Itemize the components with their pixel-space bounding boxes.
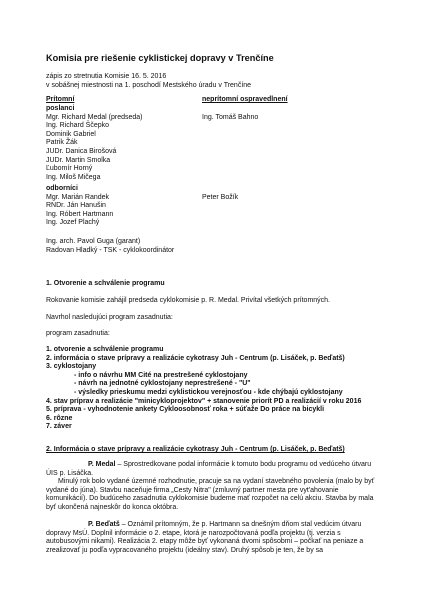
group-label: poslanci bbox=[46, 105, 75, 112]
program-item: 6. rôzne bbox=[46, 414, 73, 422]
member: JUDr. Martin Smolka bbox=[46, 156, 111, 164]
present-header: Prítomní bbox=[46, 96, 75, 103]
program-subitem: - info o návrhu MM Cité na prestrešené cyklostojany bbox=[74, 371, 248, 379]
member: Patrik Žák bbox=[46, 139, 78, 147]
absent-member: Ing. Tomáš Bahno bbox=[202, 114, 259, 121]
meeting-location-line: v sobášnej miestnosti na 1. poschodí Mestského úradu v Trenčíne bbox=[46, 81, 252, 89]
section1-paragraph: Navrhol nasledujúci program zasadnutia: bbox=[46, 314, 173, 321]
program-subitem: - návrh na jednotné cyklostojany neprestrešené - "U" bbox=[74, 380, 251, 388]
attendance-group-odbornici bbox=[46, 185, 113, 228]
section1-heading: 1. Otvorenie a schválenie programu bbox=[46, 280, 165, 287]
member: Mgr. Richard Medal (predseda) bbox=[46, 113, 143, 121]
member: Mgr. Marián Randek bbox=[46, 193, 110, 201]
member: Dominik Gabriel bbox=[46, 130, 96, 138]
attendance-group-poslanci bbox=[46, 105, 143, 182]
program-item: 1. otvorenie a schválenie programu bbox=[46, 346, 164, 353]
guest: Ing. arch. Pavol Guga (garant) bbox=[46, 238, 141, 245]
guest: Radovan Hladký - TSK - cyklokoordinátor bbox=[46, 246, 175, 254]
member: Ing. Richard Ščepko bbox=[46, 122, 110, 130]
program-item: 4. stav príprav a realizácie "minicykloprojektov" + stanovenie priorít PD a realizácií v roku 2016 bbox=[46, 397, 362, 405]
member: RNDr. Ján Hanušin bbox=[46, 202, 106, 210]
member: Ing. Róbert Hartmann bbox=[46, 210, 114, 218]
document-title: Komisia pre riešenie cyklistickej dopravy v Trenčíne bbox=[46, 53, 274, 63]
speaker-name: P. Beďatš bbox=[88, 521, 120, 528]
program-list bbox=[46, 346, 361, 432]
section2-paragraph-bedats bbox=[46, 521, 378, 555]
member: Ing. Jozef Plachý bbox=[46, 219, 100, 227]
program-subitem: - výsledky prieskumu medzi cyklistickou verejnosťou - kde chýbajú cyklostojany bbox=[74, 388, 343, 396]
section1-paragraph: program zasadnutia: bbox=[46, 330, 110, 337]
program-item: 5. príprava - vyhodnotenie ankety Cykloosobnosť roka + súťaže Do práce na bicykli bbox=[46, 406, 325, 414]
meeting-date-line: zápis zo stretnutia Komisie 16. 5. 2016 bbox=[46, 73, 167, 80]
member: Ing. Miloš Mičega bbox=[46, 173, 101, 181]
absent-member: Peter Božík bbox=[202, 194, 239, 201]
speaker-name: P. Medal bbox=[88, 461, 116, 468]
section2-paragraph-medal bbox=[46, 461, 378, 478]
program-item: 7. záver bbox=[46, 423, 72, 431]
member: JUDr. Danica Birošová bbox=[46, 147, 117, 155]
absent-header: neprítomní ospravedlnení bbox=[202, 96, 288, 103]
paragraph-text: – Oznámil prítomným, že p. Hartmann sa dnešným dňom stal vedúcim útvaru dopravy MsÚ. Doplnil informácie o 2. etape, ktorá je narozpočtovaná podľa projektu (tj. verzia s autobusovými nikami). Realizácia 2. etapy môže byť vykonaná dvomi spôsobmi – počkať na peniaze a zrealizovať ju podľa vypracovaného projektu (ideálny stav). Druhý spôsob je ten, že by sa bbox=[46, 521, 364, 554]
program-item: 2. informácia o stave prípravy a realizácie cykotrasy Juh - Centrum (p. Lisáček, p. Beďatš) bbox=[46, 354, 345, 362]
attendance-others bbox=[46, 238, 174, 255]
section2-heading: 2. Informácia o stave prípravy a realizácie cykotrasy Juh - Centrum (p. Lisáček, p. Beďatš) bbox=[46, 446, 345, 453]
group-label: odborníci bbox=[46, 185, 78, 192]
section1-paragraph: Rokovanie komisie zahájil predseda cyklokomisie p. R. Medal. Privítal všetkých prítomných. bbox=[46, 297, 331, 304]
meeting-intro bbox=[46, 73, 251, 90]
program-item: 3. cyklostojany bbox=[46, 363, 97, 371]
paragraph-text: – Sprostredkovane podal informácie k tomuto bodu programu od vedúceho útvaru ÚIS p. Lisáčka. bbox=[46, 461, 372, 477]
section2-paragraph-rozhodnutie: Minulý rok bolo vydané územné rozhodnutie, pracuje sa na vydaní stavebného povolenia (malo by byť vydané do júna). Stavbu naceňuje firma „Cesty Nitra" (zmluvný partner mesta pre vyt'ahovanie komunikácií). Do budúceho zasadnutia cyklokomisie budeme mať rozpočet na celú akciu. Stavba by mala byť ukončená najneskôr do konca októbra. bbox=[46, 478, 375, 511]
member: Ľubomír Horný bbox=[46, 165, 93, 173]
